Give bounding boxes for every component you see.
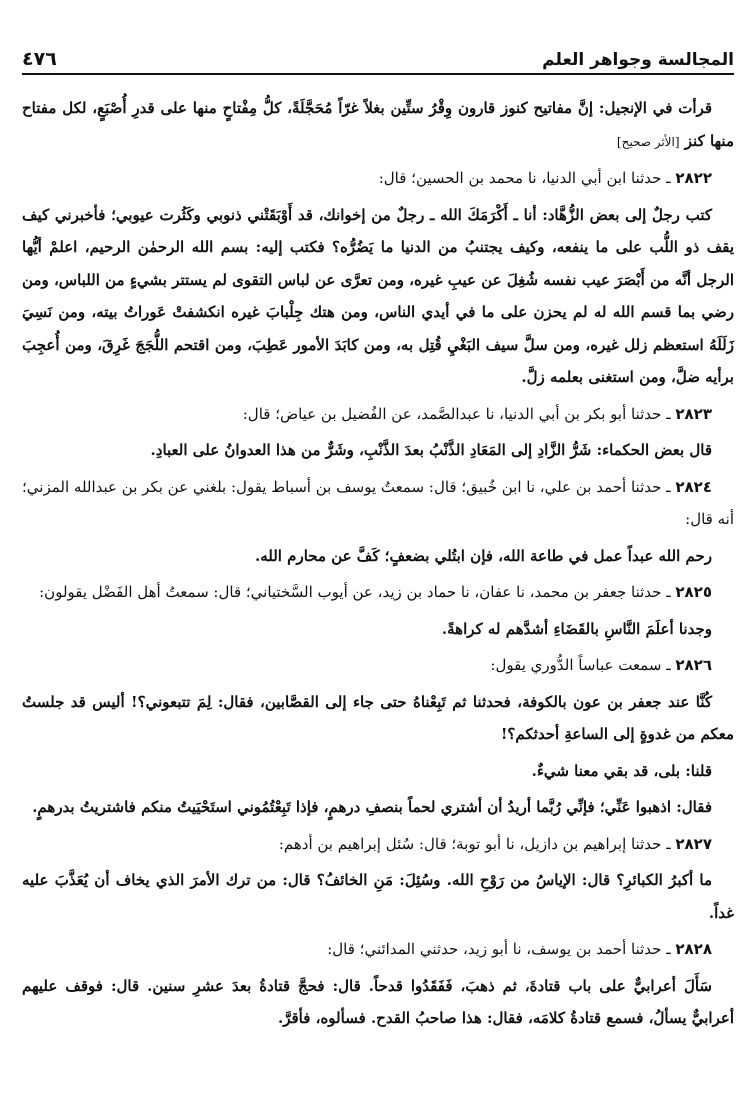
hadith-number: ٢٨٢٨	[675, 940, 712, 958]
hadith-number: ٢٨٢٥	[675, 583, 712, 601]
hadith-text	[22, 613, 734, 646]
hadith-number: ٢٨٢٣	[675, 404, 712, 423]
paragraph-text: قرأت في الإنجيل: إنَّ مفاتيح كنوز قارون وِقْرُ ستِّين بغلاً غرّاً مُحَجَّلَةً، كلُّ مِفْتاحٍ منها على قدرِ أُصْبَعٍ، لكل مفتاح منها كنز	[22, 99, 734, 150]
hadith-number: ٢٨٢٤	[675, 477, 712, 496]
hadith-isnad	[22, 162, 734, 195]
hadith-text	[22, 434, 734, 467]
paragraph-text: وجدنا أعلَمَ النَّاسِ بالقَضَاءِ أشدَّهم له كراهةً.	[441, 619, 712, 638]
hadith-isnad	[22, 933, 734, 966]
paragraph-text: ـ حدثنا أبو بكر بن أبي الدنيا، نا عبدالصَّمد، عن الفُضيل بن عياض؛ قال:	[242, 404, 671, 423]
paragraph-text: كتب رجلٌ إلى بعض الزُّهَّاد: أنا ـ أَكْرَمَكَ الله ـ رجلٌ من إخوانك، قد أَوْبَقَتْني ذنوبي وكَثُرت عيوبي؛ فأخبرني كيف يقف ذو اللُّب على ما ينفعه، وكيف يجتنبُ من الدنيا ما يَضُرُّه؟ فكتب إليه: بسم الله الرحمٰن الرحيم، اعلمْ أيُّها الرجل أنَّه من أَبْصَرَ عيب نفسه شُغِلَ عن عيبِ غيره، ومن تعرَّى عن لباس التقوى لم يستتر بشيءٍ من اللباس، ومن رضي بما قسم الله له لم يحزن على ما في أيدي الناس، ومن هتك جِلْبابَ غيره انكشفتْ عَوراتُ بيته، ومن نَسِيَ زَلَلَهُ استعظم زلل غيره، ومن سلَّ سيف البَغْيِ قُتِل به، ومن كابَدَ الأمور عَطِبَ، ومن اقتحم اللُّجَجَ غَرِقَ، ومن أُعجِبَ برأيه ضلَّ، ومن استغنى بعلمه زلَّ.	[22, 205, 734, 386]
hadith-number: ٢٨٢٧	[675, 834, 712, 853]
hadith-number: ٢٨٢٦	[675, 656, 712, 674]
hadith-text	[22, 970, 734, 1035]
page-header	[22, 40, 734, 75]
paragraph-text: رحم الله عبداً عمل في طاعة الله، فإن ابتُلي بضعفٍ؛ كَفَّ عن محارم الله.	[254, 546, 712, 565]
grade-note: [الأثر صحيح]	[616, 134, 680, 149]
paragraph-text: ما أكبرُ الكبائرِ؟ قال: الإياسُ من رَوْحِ الله. وسُئِلَ: مَنِ الخائفُ؟ قال: من ترك الأمرَ الذي يخاف أن يُعَذَّبَ عليه غداً.	[22, 871, 734, 922]
paragraph-text: كُنَّا عند جعفر بن عون بالكوفة، فحدثنا ثم تَبِعْناهُ حتى جاء إلى القصَّابين، فقال: لِمَ تتبعوني؟! أليس قد جلستُ معكم من غدوةٍ إلى الساعةِ أحدثكم؟!	[22, 692, 734, 743]
hadith-isnad	[22, 576, 734, 609]
hadith-text	[22, 686, 734, 751]
paragraph-text: ـ سمعت عباساً الدُّوري يقول:	[490, 656, 671, 674]
hadith-text	[22, 540, 734, 573]
paragraph-text: ـ حدثنا إبراهيم بن دازيل، نا أبو توبة؛ قال: سُئل إبراهيم بن أدهم:	[278, 834, 671, 853]
hadith-isnad	[22, 828, 734, 861]
page-number: ٤٧٦	[22, 48, 57, 70]
paragraph-text: قال بعض الحكماء: شَرُّ الزَّادِ إلى المَعَادِ الذَّنْبُ بعدَ الذَّنْبِ، وشَرٌّ من هذا العدوانُ على العبادِ.	[150, 441, 712, 459]
hadith-text	[22, 199, 734, 394]
hadith-isnad	[22, 649, 734, 682]
paragraph-text: ـ حدثنا أحمد بن علي، نا ابن خُبيق؛ قال: سمعتُ يوسف بن أسباط يقول: بلغني عن بكر بن عبدالله المزني؛ أنه قال:	[22, 477, 734, 528]
hadith-text	[22, 791, 734, 824]
body-text	[22, 92, 734, 1039]
hadith-number: ٢٨٢٢	[675, 169, 712, 187]
paragraph-text: سَأَلَ أعرابيٌّ على باب قتادةَ، ثم ذهبَ، فَفَقَدُوا قدحاً. قال: فحجَّ قتادةُ بعدَ عشرِ سنين. قال: فوقف عليهم أعرابيٌّ يسألُ، فسمع قتادةُ كلامَه، فقال: هذا صاحبُ القدح. فسألوه، فأقرَّ.	[22, 976, 734, 1027]
paragraph-text: فقال: اذهبوا عَنِّي؛ فإنِّي رُبَّما أريدُ أن أشتري لحماً بنصفِ درهمٍ، فإذا تَبِعْتُمُوني استَحْيَيتُ منكم فاشتريتُ بدرهمٍ.	[32, 798, 712, 816]
hadith-text	[22, 755, 734, 788]
paragraph-text: ـ حدثنا ابن أبي الدنيا، نا محمد بن الحسين؛ قال:	[378, 169, 671, 187]
hadith-text	[22, 864, 734, 929]
hadith-isnad	[22, 471, 734, 536]
paragraph-text: ـ حدثنا جعفر بن محمد، نا عفان، نا حماد بن زيد، عن أيوب السَّختياني؛ قال: سمعتُ أهل الفَضْل يقولون:	[39, 583, 671, 601]
hadith-isnad	[22, 398, 734, 431]
running-title: المجالسة وجواهر العلم	[542, 50, 734, 70]
hadith-text	[22, 92, 734, 158]
paragraph-text: قلنا: بلى، قد بقي معنا شيءٌ.	[531, 761, 712, 780]
paragraph-text: ـ حدثنا أحمد بن يوسف، نا أبو زيد، حدثني المدائني؛ قال:	[327, 940, 671, 958]
